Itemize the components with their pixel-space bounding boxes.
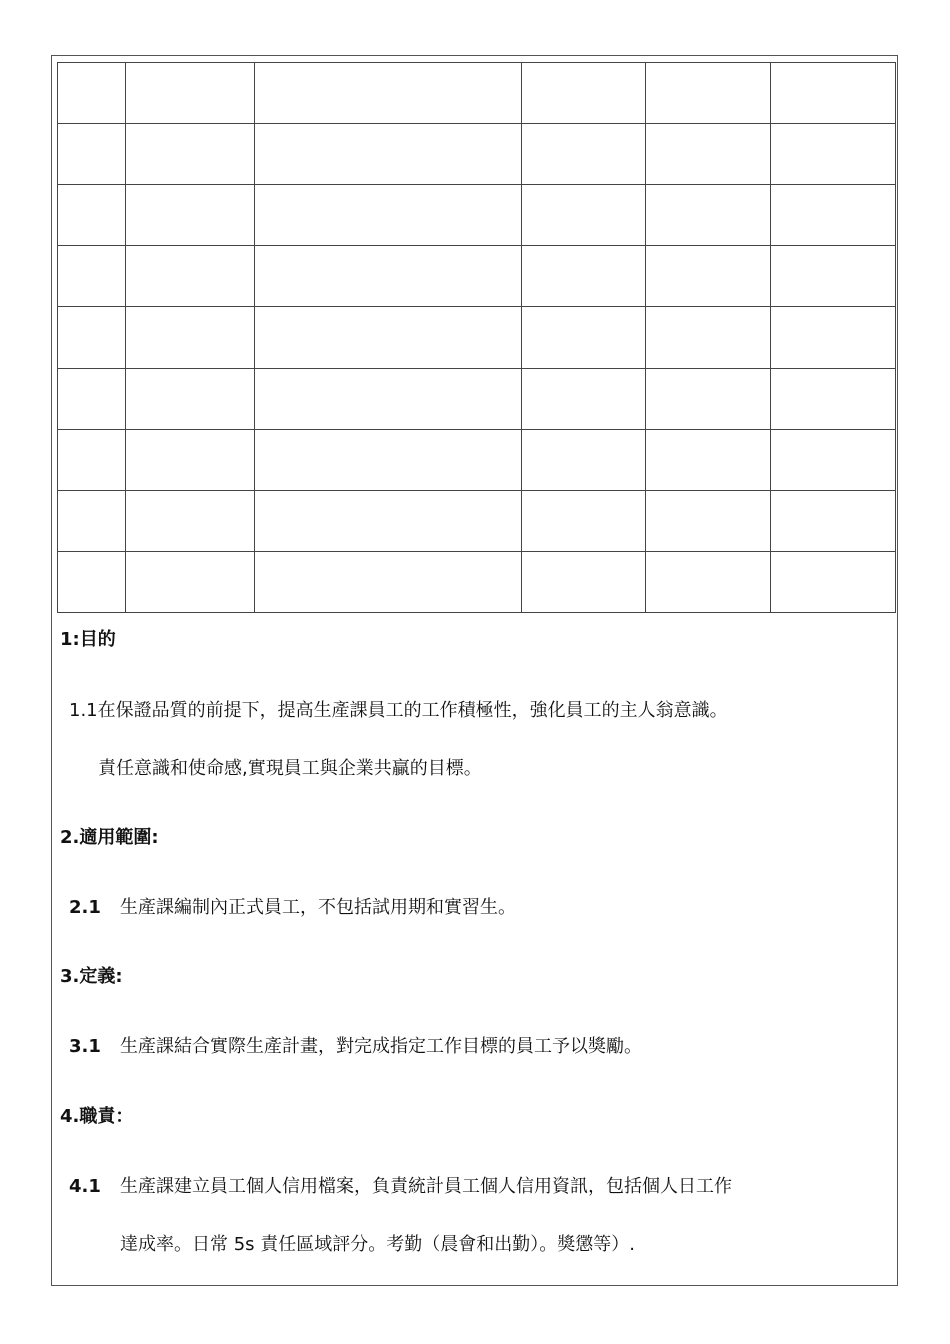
table-cell (646, 63, 771, 124)
table-cell (771, 185, 896, 246)
item-text: 生產課結合實際生產計畫，對完成指定工作目標的員工予以獎勵。 (120, 1036, 642, 1057)
table-row (58, 307, 896, 368)
item-text: 生產課編制內正式員工，不包括試用期和實習生。 (120, 897, 516, 918)
table-cell (126, 429, 255, 490)
table-cell (58, 246, 126, 307)
table-cell (255, 368, 522, 429)
table-cell (126, 368, 255, 429)
table-cell (126, 63, 255, 124)
table-cell (522, 490, 646, 551)
table-cell (771, 490, 896, 551)
table-cell (771, 368, 896, 429)
item-number: 3.1 (69, 1036, 101, 1057)
section-item-2-1 (69, 896, 516, 920)
table-cell (522, 307, 646, 368)
section-item-4-1 (69, 1175, 732, 1199)
table-cell (126, 307, 255, 368)
item-number: 1.1 (69, 700, 98, 721)
table-cell (255, 490, 522, 551)
table-cell (126, 551, 255, 612)
table-cell (522, 368, 646, 429)
table-cell (646, 185, 771, 246)
item-text-line2: 責任意識和使命感,實現員工與企業共贏的目標。 (98, 758, 482, 779)
table-cell (58, 429, 126, 490)
table-cell (522, 429, 646, 490)
table-cell (646, 307, 771, 368)
table-cell (771, 63, 896, 124)
table-cell (646, 490, 771, 551)
table-cell (255, 246, 522, 307)
table-cell (646, 246, 771, 307)
table-cell (646, 368, 771, 429)
table-cell (646, 429, 771, 490)
section-heading-definition: 3.定義: (60, 966, 123, 987)
table-cell (646, 551, 771, 612)
section-heading-scope: 2.適用範圍: (60, 827, 159, 848)
table-row (58, 246, 896, 307)
table-cell (771, 307, 896, 368)
table-cell (255, 307, 522, 368)
section-item-3-1 (69, 1035, 642, 1059)
item-number: 4.1 (69, 1176, 101, 1197)
table-cell (126, 185, 255, 246)
section-heading-purpose: 1:目的 (60, 629, 116, 650)
table-cell (58, 551, 126, 612)
table-cell (255, 185, 522, 246)
table-cell (771, 429, 896, 490)
section-item-1-1 (69, 699, 728, 723)
item-text-line2: 達成率。日常 5s 責任區域評分。考勤（晨會和出勤）。獎懲等）. (120, 1234, 635, 1255)
table-cell (58, 368, 126, 429)
table-cell (58, 185, 126, 246)
table-cell (255, 63, 522, 124)
table-row (58, 185, 896, 246)
table-cell (255, 551, 522, 612)
table-row (58, 429, 896, 490)
table-cell (771, 551, 896, 612)
table-cell (126, 490, 255, 551)
table-cell (126, 124, 255, 185)
table-row (58, 551, 896, 612)
table-cell (771, 124, 896, 185)
section-heading-responsibility: 4.職責： (60, 1106, 134, 1127)
table-cell (522, 124, 646, 185)
table-cell (58, 124, 126, 185)
table-cell (255, 429, 522, 490)
table-row (58, 63, 896, 124)
table-cell (522, 185, 646, 246)
table-cell (646, 124, 771, 185)
table-row (58, 490, 896, 551)
table-cell (522, 551, 646, 612)
table-cell (522, 246, 646, 307)
table-cell (771, 246, 896, 307)
table-row (58, 368, 896, 429)
table-cell (58, 490, 126, 551)
table-cell (58, 307, 126, 368)
table-cell (126, 246, 255, 307)
revision-table (57, 62, 896, 613)
table-row (58, 124, 896, 185)
item-number: 2.1 (69, 897, 101, 918)
table-cell (58, 63, 126, 124)
item-text-line1: 在保證品質的前提下，提高生產課員工的工作積極性，強化員工的主人翁意識。 (97, 700, 728, 721)
item-text-line1: 生產課建立員工個人信用檔案，負責統計員工個人信用資訊，包括個人日工作 (120, 1176, 732, 1197)
table-cell (522, 63, 646, 124)
table-cell (255, 124, 522, 185)
